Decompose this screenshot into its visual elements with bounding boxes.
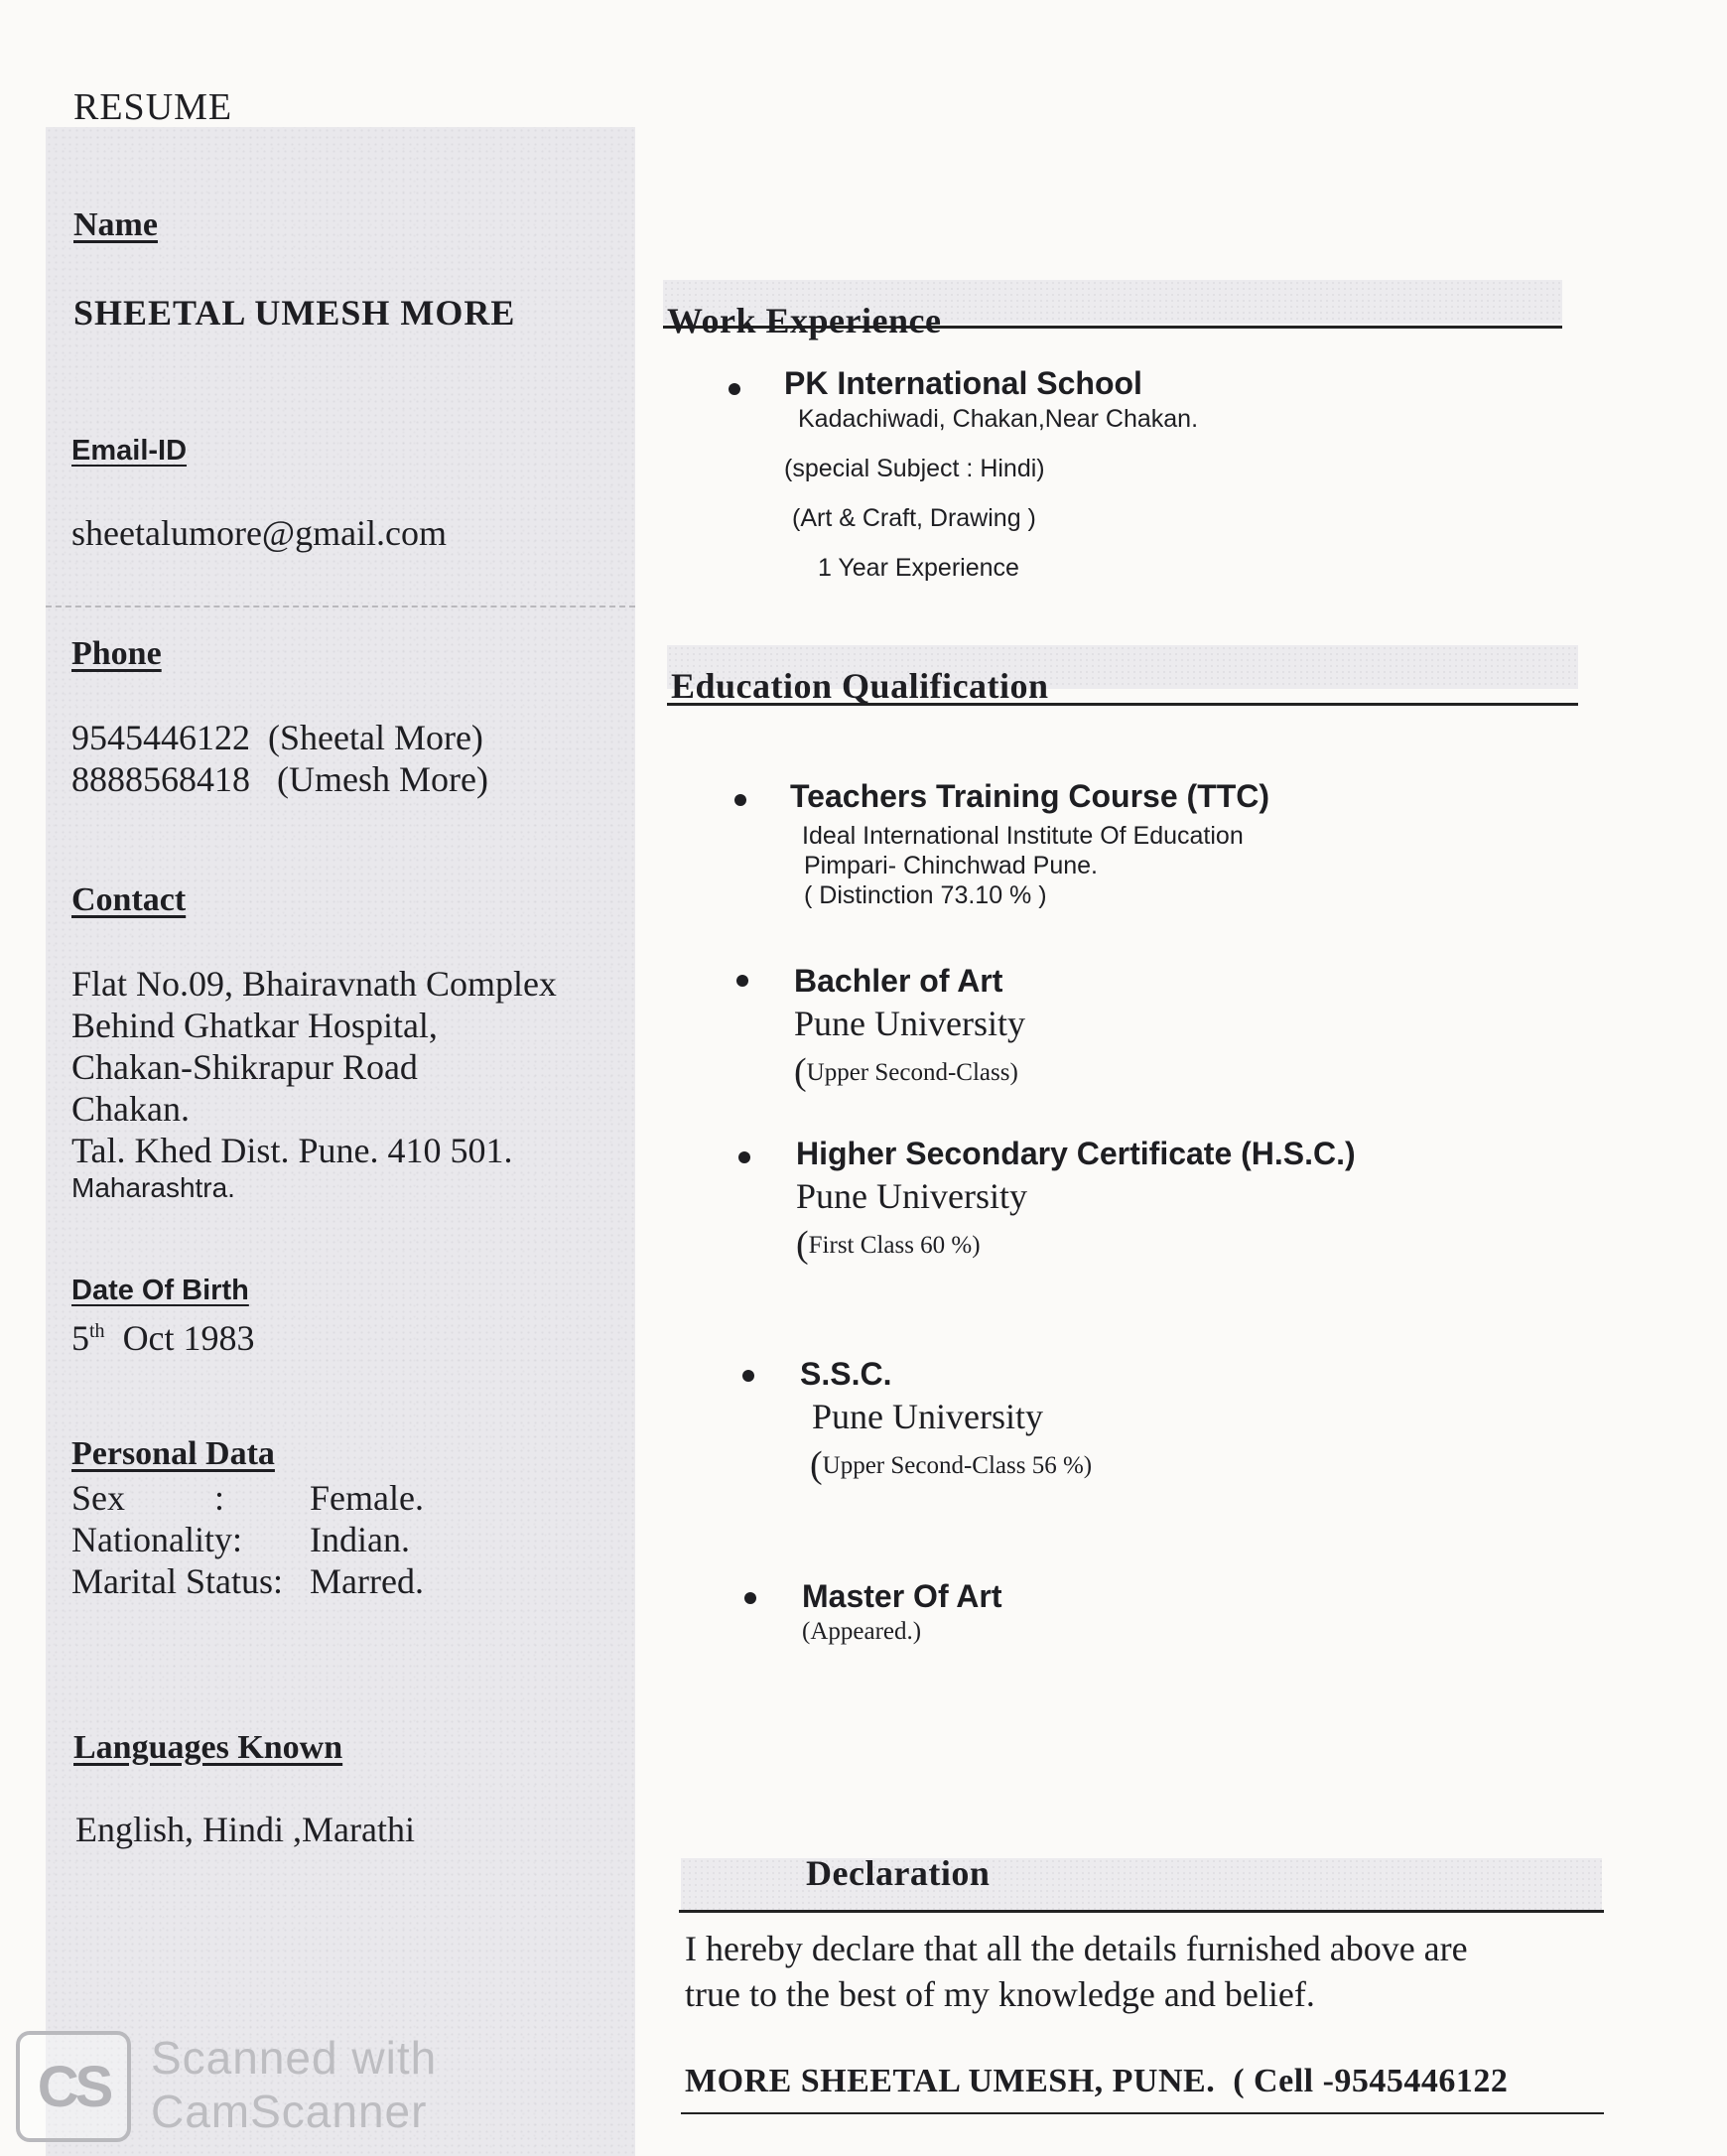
signature-rule [681,2112,1604,2114]
personal-data-value: Indian. [310,1520,410,1559]
address-line: Behind Ghatkar Hospital, [71,1006,438,1045]
edu-ttc-line: Pimpari- Chinchwad Pune. [804,852,1098,879]
personal-data-row [71,1560,424,1602]
edu-ssc-note: (Upper Second-Class 56 %) [810,1444,1093,1486]
bullet-icon [729,383,740,395]
address-line: Tal. Khed Dist. Pune. 410 501. [71,1131,513,1170]
work-detail-line: (special Subject : Hindi) [784,455,1045,482]
declaration-text [685,1926,1468,2017]
edu-ssc-title: S.S.C. [800,1356,892,1392]
education-heading: Education Qualification [671,666,1049,706]
phone-line [71,717,488,758]
edu-ttc-title: Teachers Training Course (TTC) [790,778,1270,814]
address-line: Flat No.09, Bhairavnath Complex [71,964,557,1004]
languages-heading: Languages Known [73,1729,343,1766]
camscanner-watermark [151,2031,437,2138]
dashed-divider [46,606,635,607]
address-line: Chakan-Shikrapur Road [71,1047,418,1087]
languages-value: English, Hindi ,Marathi [75,1810,415,1849]
dob-month-year: Oct 1983 [122,1318,255,1358]
personal-data-value: Marred. [310,1561,424,1601]
email-value: sheetalumore@gmail.com [71,513,448,553]
bullet-icon [736,975,748,987]
watermark-line: Scanned with [151,2032,438,2084]
declaration-line: true to the best of my knowledge and belief. [685,1974,1315,2014]
bullet-icon [734,794,746,806]
personal-data-key: Marital Status: [71,1561,283,1601]
camscanner-logo-icon: CS [16,2031,131,2142]
name-value: SHEETAL UMESH MORE [73,293,516,333]
address-state: Maharashtra. [71,1172,235,1203]
phone-owner: (Sheetal More) [268,718,483,757]
phone-number: 8888568418 [71,759,250,799]
work-detail-line: Kadachiwadi, Chakan,Near Chakan. [798,405,1199,433]
name-heading: Name [73,206,158,243]
edu-ba-note: (Upper Second-Class) [794,1051,1018,1093]
edu-hsc-university: Pune University [796,1176,1027,1216]
phone-list [71,717,488,800]
dob-day: 5 [71,1318,89,1358]
phone-line [71,758,488,800]
personal-data-heading: Personal Data [71,1435,275,1472]
signature-line: MORE SHEETAL UMESH, PUNE. ( Cell -9545446122 [685,2063,1509,2099]
work-detail-line: 1 Year Experience [818,554,1019,582]
dob-value [71,1310,255,1359]
bullet-icon [744,1592,756,1604]
edu-hsc-note-text: First Class 60 %) [808,1232,981,1259]
personal-data-row [71,1519,424,1560]
phone-number: 9545446122 [71,718,250,757]
work-detail-line: (Art & Craft, Drawing ) [792,504,1036,532]
bullet-icon [738,1151,750,1163]
edu-ba-title: Bachler of Art [794,963,1003,999]
edu-ssc-university: Pune University [812,1397,1043,1436]
work-school-name: PK International School [784,365,1142,401]
declaration-heading: Declaration [806,1853,991,1893]
personal-data-key: Sex : [71,1478,225,1518]
phone-owner: (Umesh More) [277,759,488,799]
watermark-line: CamScanner [151,2086,428,2137]
declaration-line: I hereby declare that all the details furnished above are [685,1929,1468,1968]
personal-data-row [71,1477,424,1519]
dob-suffix: th [89,1320,105,1342]
phone-heading: Phone [71,635,162,672]
resume-title: RESUME [73,86,233,128]
edu-ttc-line: Ideal International Institute Of Education [802,822,1244,850]
edu-ttc-line: ( Distinction 73.10 % ) [804,881,1047,909]
contact-address [71,963,557,1205]
edu-ssc-note-text: Upper Second-Class 56 %) [822,1452,1093,1479]
contact-heading: Contact [71,881,187,918]
email-heading: Email-ID [71,435,188,467]
personal-data-key: Nationality: [71,1520,242,1559]
declaration-heading-rule [679,1910,1604,1913]
edu-ba-note-text: Upper Second-Class) [806,1059,1018,1086]
bullet-icon [742,1370,754,1382]
personal-data-value: Female. [310,1478,424,1518]
edu-ma-note: (Appeared.) [802,1618,922,1645]
dob-heading: Date Of Birth [71,1275,249,1306]
edu-ba-university: Pune University [794,1004,1025,1043]
edu-hsc-title: Higher Secondary Certificate (H.S.C.) [796,1136,1356,1171]
address-line: Chakan. [71,1089,190,1129]
edu-ma-title: Master Of Art [802,1578,1002,1614]
work-experience-heading: Work Experience [667,301,942,340]
personal-data-table [71,1477,424,1602]
edu-hsc-note: (First Class 60 %) [796,1224,981,1266]
